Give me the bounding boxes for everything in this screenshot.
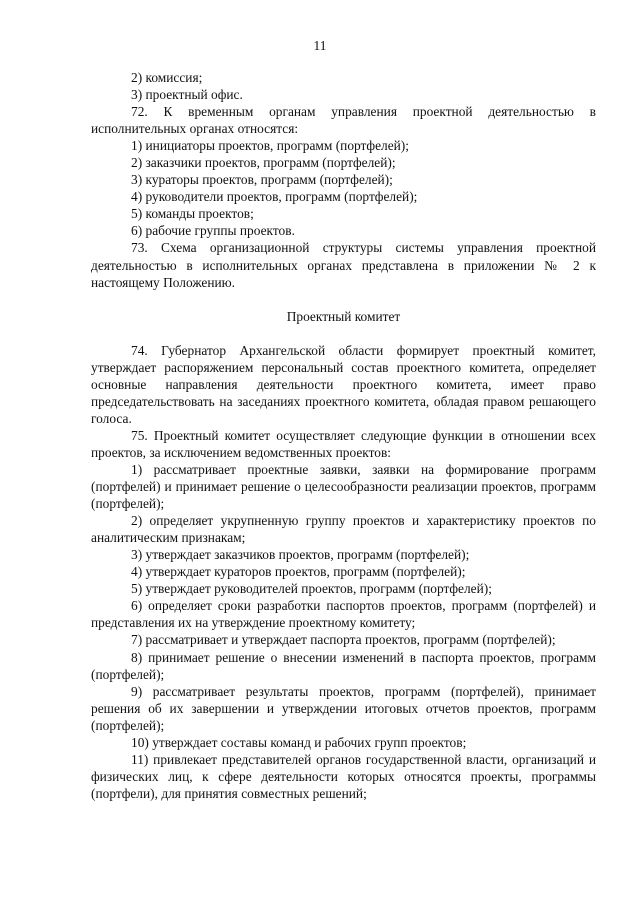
list-item: 3) кураторы проектов, программ (портфелей); [131, 172, 393, 188]
list-item: 4) утверждает кураторов проектов, программ (портфелей); [131, 564, 466, 580]
paragraph: 2) комиссия; [131, 70, 203, 85]
list-item: 10) утверждает составы команд и рабочих групп проектов; [131, 734, 467, 750]
list-item: 5) утверждает руководителей проектов, программ (портфелей); [131, 581, 492, 597]
document-body [91, 69, 596, 802]
list-item: 5) команды проектов; [131, 206, 254, 222]
list-item: 11) привлекает представителей органов государственной власти, организаций и физических лиц, к сфере деятельности которых относятся проекты, программы (портфели), для принятия совместных решений; [91, 751, 596, 801]
list-item: 2) определяет укрупненную группу проектов и характеристику проектов по аналитическим признакам; [91, 513, 596, 546]
list-item: 8) принимает решение о внесении изменений в паспорта проектов, программ (портфелей); [91, 649, 596, 682]
list-item: 7) рассматривает и утверждает паспорта проектов, программ (портфелей); [131, 632, 556, 648]
list-item: 1) инициаторы проектов, программ (портфелей); [131, 138, 409, 154]
list-item: 3) утверждает заказчиков проектов, программ (портфелей); [131, 547, 470, 563]
paragraph: 72. К временным органам управления проектной деятельностью в исполнительных органах относятся: [91, 104, 596, 137]
list-item: 9) рассматривает результаты проектов, программ (портфелей), принимает решения об их завершении и утверждении итоговых отчетов проектов, программ (портфелей); [91, 683, 596, 733]
section-heading: Проектный комитет [286, 308, 401, 324]
list-item: 4) руководители проектов, программ (портфелей); [131, 189, 418, 205]
list-item: 6) определяет сроки разработки паспортов проектов, программ (портфелей) и представления их на утверждение проектному комитету; [91, 598, 596, 631]
list-item: 6) рабочие группы проектов. [131, 223, 295, 239]
page-number: 11 [313, 38, 327, 53]
list-item: 1) рассматривает проектные заявки, заявки на формирование программ (портфелей) и принимает решение о целесообразности реализации проектов, программ (портфелей); [91, 461, 596, 512]
paragraph: 75. Проектный комитет осуществляет следующие функции в отношении всех проектов, за исключением ведомственных проектов: [91, 427, 596, 460]
list-item: 2) заказчики проектов, программ (портфелей); [131, 155, 396, 171]
paragraph: 74. Губернатор Архангельской области формирует проектный комитет, утверждает распоряжением персональный состав проектного комитета, определяет основные направления деятельности проектного комитета, имеет право председательствовать на заседаниях проектного комитета, обладая правом решающего голоса. [91, 342, 596, 426]
paragraph: 3) проектный офис. [131, 87, 243, 103]
paragraph: 73. Схема организационной структуры системы управления проектной деятельностью в исполнительных органах представлена в приложении № 2 к настоящему Положению. [91, 240, 596, 290]
